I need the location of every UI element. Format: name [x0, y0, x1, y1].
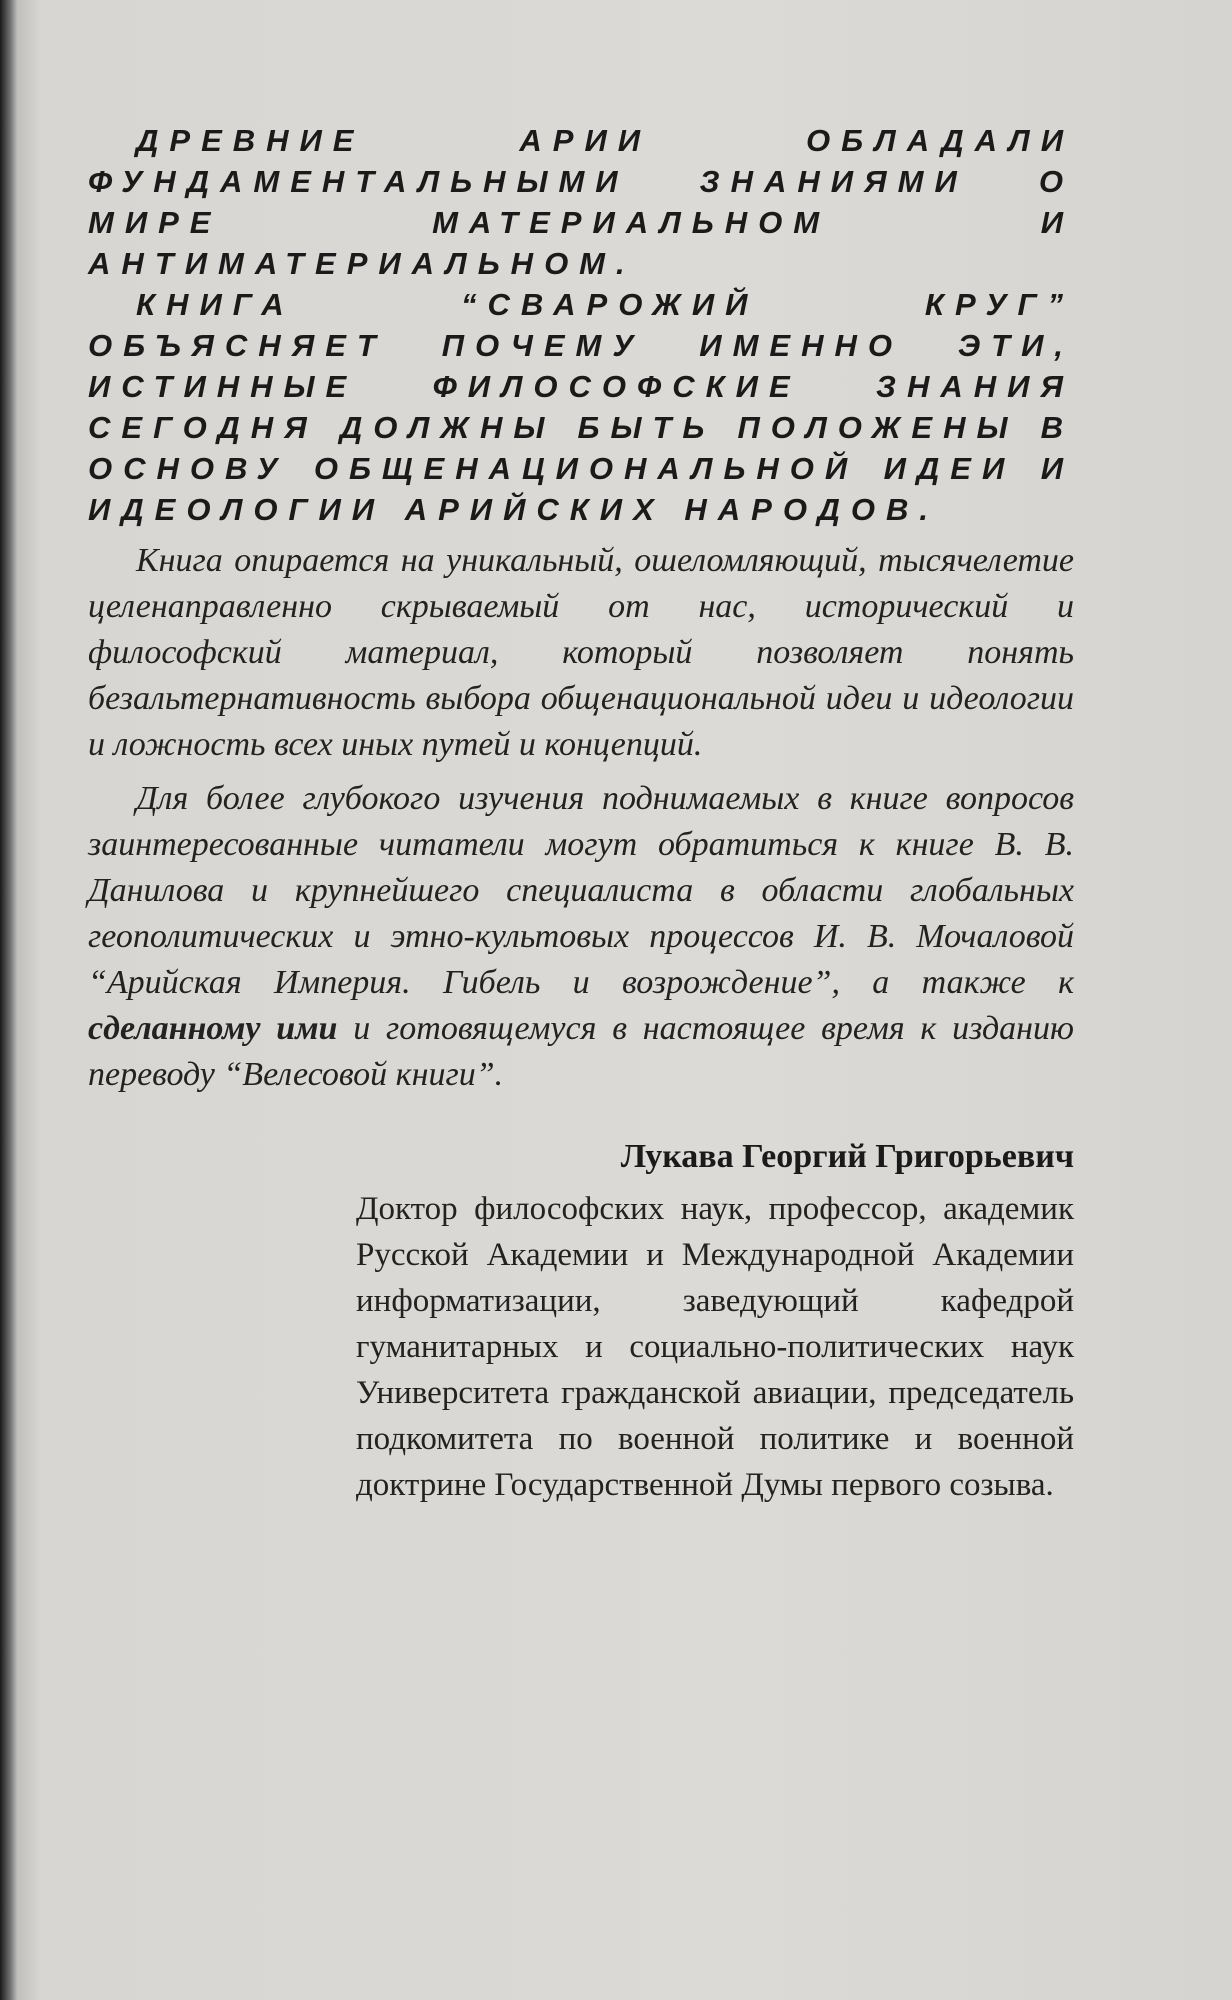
- book-page: [88, 120, 1074, 1098]
- caps-paragraph-1: ДРЕВНИЕ АРИИ ОБЛАДАЛИ ФУНДАМЕНТАЛЬНЫМИ ЗНАНИЯМИ О МИРЕ МАТЕРИАЛЬНОМ И АНТИМАТЕРИАЛЬНОМ.: [88, 123, 1074, 281]
- body-paragraph-2: [88, 776, 1074, 1098]
- book-gutter: [0, 0, 18, 2000]
- body-paragraph-1: Книга опирается на уникальный, ошеломляющий, тысячелетие целенаправленно скрываемый от нас, исторический и философский материал, который позволяет понять безальтернативность выбора общенациональной идеи и идеологии и ложность всех иных путей и концепций.: [88, 542, 1074, 763]
- body-paragraph-2-part-1: Для более глубокого изучения поднимаемых в книге вопросов заинтересованные читатели могут обратиться к книге В. В. Данилова и крупнейшего специалиста в области глобальных геополитических и этно-культовых процессов И. В. Мочаловой “Арийская Империя. Гибель и возрождение”, а также к: [88, 780, 1074, 1001]
- author-description: Доктор философских наук, профессор, академик Русской Академии и Международной Академии информатизации, заведующий кафедрой гуманитарных и социально-политических наук Университета гражданской авиации, председатель подкомитета по военной политике и военной доктрине Государственной Думы первого созыва.: [356, 1191, 1074, 1503]
- body-paragraph-2-bold: сделанному ими: [88, 1010, 338, 1047]
- body-paragraph-2-part-2: и готовящемуся в настоящее время к изданию переводу “Велесовой книги”.: [88, 1010, 1074, 1093]
- author-name: Лукава Георгий Григорьевич: [620, 1138, 1074, 1175]
- caps-paragraph-2: КНИГА “СВАРОЖИЙ КРУГ” ОБЪЯСНЯЕТ ПОЧЕМУ ИМЕННО ЭТИ, ИСТИННЫЕ ФИЛОСОФСКИЕ ЗНАНИЯ СЕГОДНЯ ДОЛЖНЫ БЫТЬ ПОЛОЖЕНЫ В ОСНОВУ ОБЩЕНАЦИОНАЛЬНОЙ ИДЕИ И ИДЕОЛОГИИ АРИЙСКИХ НАРОДОВ.: [88, 287, 1074, 527]
